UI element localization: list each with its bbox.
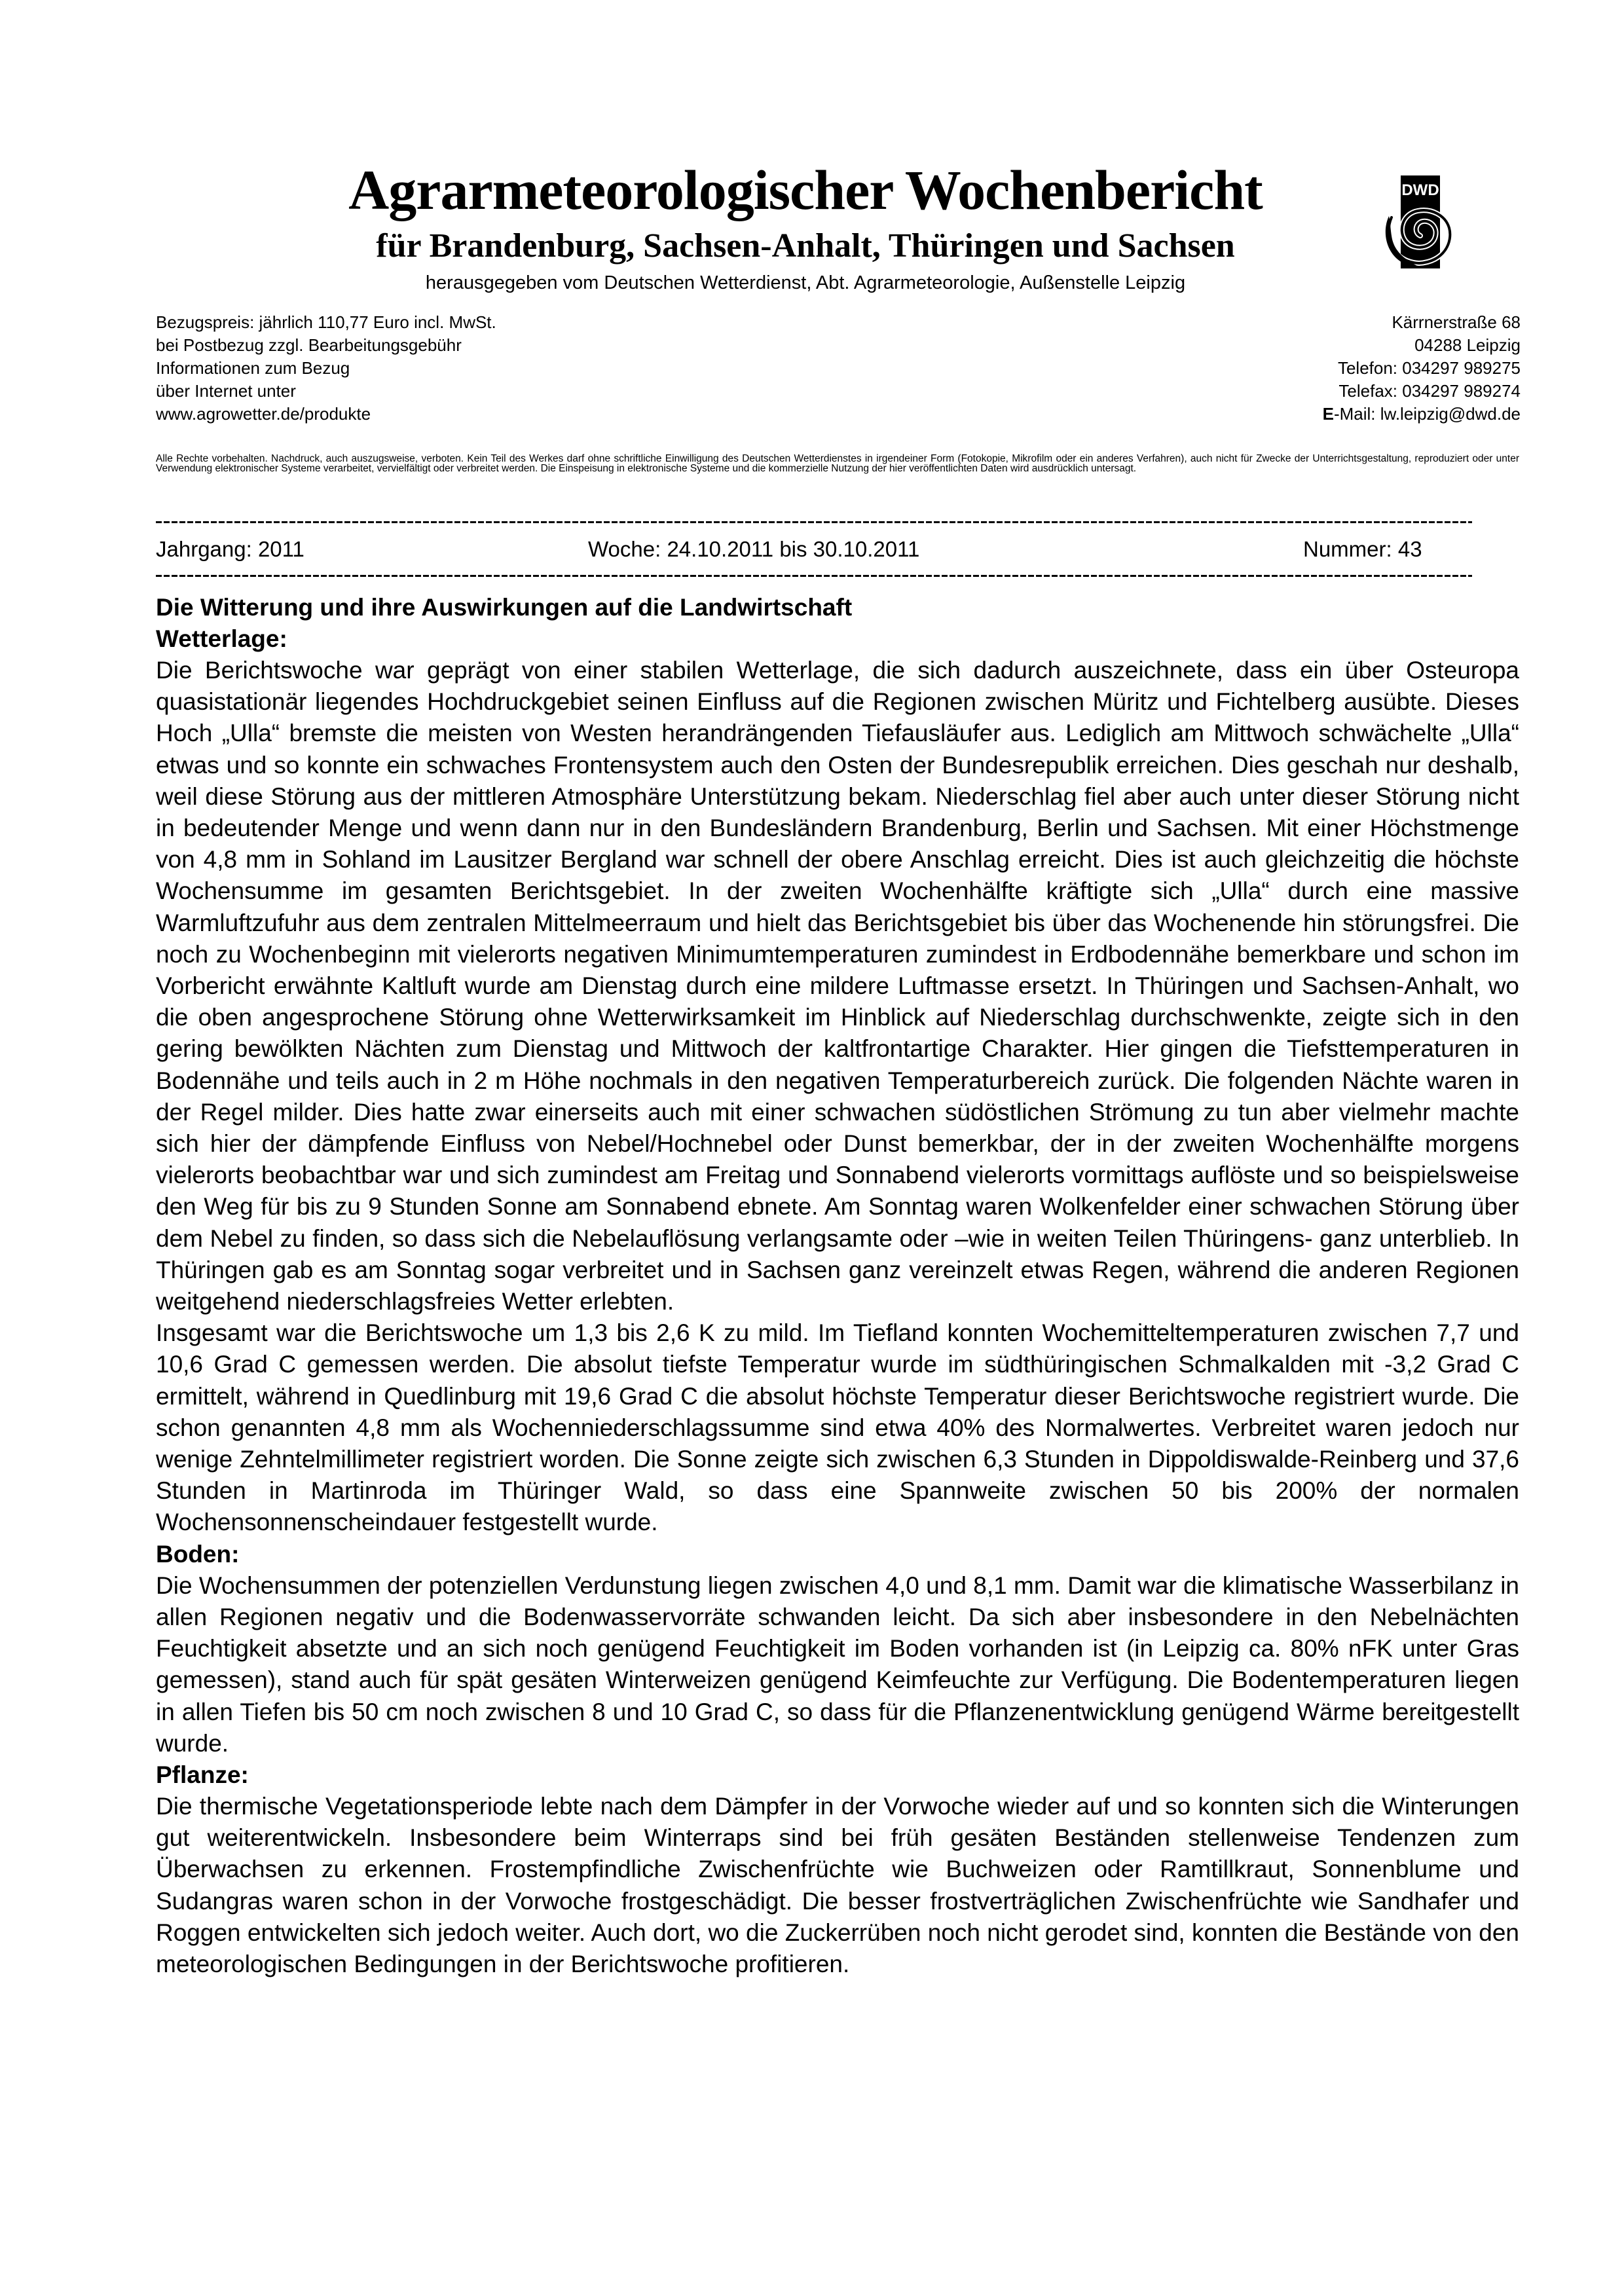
email-prefix: E — [1322, 404, 1334, 424]
main-heading: Die Witterung und ihre Auswirkungen auf die Landwirtschaft — [156, 594, 853, 621]
contact-info — [1323, 311, 1521, 426]
subscription-price: Bezugspreis: jährlich 110,77 Euro incl. MwSt. — [156, 312, 496, 332]
masthead — [249, 157, 1362, 296]
paragraph-pflanze: Die thermische Vegetationsperiode lebte nach dem Dämpfer in der Vorwoche wieder auf und so konnten sich die Winterungen gut weiterentwickeln. Insbesondere beim Winterraps sind bei früh gesäten Beständen stellenweise Tendenzen zum Überwachsen zu erkennen. Frostempfindliche Zwischenfrüchte wie Buchweizen oder Ramtillkraut, Sonnenblume und Sudangras waren schon in der Vorwoche frostgeschädigt. Die besser frostverträglichen Zwischenfrüchte wie Sandhafer und Roggen entwickelten sich jedoch weiter. Auch dort, wo die Zuckerrüben noch nicht gerodet sind, konnten die Bestände von den meteorologischen Bedingungen in der Berichtswoche profitieren. — [156, 1792, 1519, 1977]
issue-week-range: Woche: 24.10.2011 bis 30.10.2011 — [588, 537, 920, 561]
report-body — [156, 592, 1519, 1980]
email-address: -Mail: lw.leipzig@dwd.de — [1333, 404, 1521, 424]
subscription-internet-label: über Internet unter — [156, 381, 296, 401]
dwd-logo-icon — [1372, 170, 1464, 268]
issue-number: Nummer: 43 — [1303, 537, 1422, 561]
publisher-line: herausgegeben vom Deutschen Wetterdienst, Abt. Agrarmeteorologie, Außenstelle Leipzig — [425, 272, 1186, 293]
dashed-divider-top — [156, 521, 1472, 523]
contact-city: 04288 Leipzig — [1414, 335, 1521, 355]
dashed-divider-bottom — [156, 575, 1472, 577]
svg-text:DWD: DWD — [1401, 181, 1439, 199]
contact-street: Kärrnerstraße 68 — [1392, 312, 1521, 332]
contact-phone: Telefon: 034297 989275 — [1337, 358, 1521, 378]
paragraph-boden: Die Wochensummen der potenziellen Verdunstung liegen zwischen 4,0 und 8,1 mm. Damit war die klimatische Wasserbilanz in allen Regionen negativ und die Bodenwasservorräte schwanden leicht. Da sich aber insbesondere in den Nebelnächten Feuchtigkeit absetzte und an sich noch genügend Feuchtigkeit im Boden vorhanden ist (in Leipzig ca. 80% nFK unter Gras gemessen), stand auch für spät gesäten Winterweizen genügend Keimfeuchte zur Verfügung. Die Bodentemperaturen liegen in allen Tiefen bis 50 cm noch zwischen 8 und 10 Grad C, so dass für die Pflanzenentwicklung genügend Wärme bereitgestellt wurde. — [156, 1571, 1519, 1757]
contact-fax: Telefax: 034297 989274 — [1338, 381, 1521, 401]
subscription-postal-fee: bei Postbezug zzgl. Bearbeitungsgebühr — [156, 335, 462, 355]
subscription-info — [156, 311, 496, 426]
subscription-info-label: Informationen zum Bezug — [156, 358, 350, 378]
section-heading-wetterlage: Wetterlage: — [156, 625, 287, 652]
subscription-url-link[interactable]: www.agrowetter.de/produkte — [156, 404, 371, 424]
rights-notice: Alle Rechte vorbehalten. Nachdruck, auch auszugsweise, verboten. Kein Teil des Werkes darf ohne schriftliche Einwilligung des Deutschen Wetterdienstes in irgendeiner Form (Fotokopie, Mikrofilm oder ein anderes Verfahren), auch nicht für Zwecke der Unterrichtsgestaltung, reproduziert oder unter Verwendung elektronischer Systeme verarbeitet, vervielfältigt oder verbreitet werden. Die Einspeisung in elektronische Systeme und die kommerzielle Nutzung der hier veröffentlichten Daten wird ausdrücklich untersagt. — [156, 453, 1519, 474]
section-heading-boden: Boden: — [156, 1540, 240, 1568]
paragraph-wetterlage-1: Die Berichtswoche war geprägt von einer stabilen Wetterlage, die sich dadurch auszeichnete, dass ein über Osteuropa quasistationär liegendes Hochdruckgebiet seinen Einfluss auf die Regionen zwischen Müritz und Fichtelberg ausübte. Dieses Hoch „Ulla“ bremste die meisten von Westen herandrängenden Tiefausläufer aus. Lediglich am Mittwoch schwächelte „Ulla“ etwas und so konnte ein schwaches Frontensystem auch den Osten der Bundesrepublik erreichen. Dies geschah nur deshalb, weil diese Störung aus der mittleren Atmosphäre Unterstützung bekam. Niederschlag fiel aber auch unter dieser Störung nicht in bedeutender Menge und wenn dann nur in den Bundesländern Brandenburg, Berlin und Sachsen. Mit einer Höchstmenge von 4,8 mm in Sohland im Lausitzer Bergland war schnell der obere Anschlag erreicht. Dies ist auch gleichzeitig die höchste Wochensumme im gesamten Berichtsgebiet. In der zweiten Wochenhälfte kräftigte sich „Ulla“ durch eine massive Warmluftzufuhr aus dem zentralen Mittelmeerraum und hielt das Berichtsgebiet bis über das Wochenende hin störungsfrei. Die noch zu Wochenbeginn mit vielerorts negativen Minimumtemperaturen zumindest in Erdbodennähe bemerkbare und schon im Vorbericht erwähnte Kaltluft wurde am Dienstag durch eine mildere Luftmasse ersetzt. In Thüringen und Sachsen-Anhalt, wo die oben angesprochene Störung ohne Wetterwirksamkeit im Hinblick auf Niederschlag durchschwenkte, zeigte sich in den gering bewölkten Nächten zum Dienstag und Mittwoch der kaltfrontartige Charakter. Hier gingen die Tiefsttemperaturen in Bodennähe und teils auch in 2 m Höhe nochmals in den negativen Temperaturbereich zurück. Die folgenden Nächte waren in der Regel milder. Dies hatte zwar einerseits auch mit einer schwachen südöstlichen Strömung zu tun aber vielmehr machte sich hier der dämpfende Einfluss von Nebel/Hochnebel oder Dunst bemerkbar, der in der zweiten Wochenhälfte morgens vielerorts beobachtbar war und sich zumindest am Freitag und Sonnabend vielerorts vormittags auflöste und so beispielsweise den Weg für bis zu 9 Stunden Sonne am Sonnabend ebnete. Am Sonntag waren Wolkenfelder einer schwachen Störung über dem Nebel zu finden, so dass sich die Nebelauflösung verlangsamte oder –wie in weiten Teilen Thüringens- ganz unterblieb. In Thüringen gab es am Sonntag sogar verbreitet und in Sachsen ganz vereinzelt etwas Regen, während die anderen Regionen weitgehend niederschlagsfreies Wetter erlebten. — [156, 657, 1519, 1315]
report-subtitle: für Brandenburg, Sachsen-Anhalt, Thüringen und Sachsen — [376, 227, 1235, 265]
issue-meta — [156, 535, 1472, 564]
paragraph-wetterlage-2: Insgesamt war die Berichtswoche um 1,3 bis 2,6 K zu mild. Im Tiefland konnten Wochemitteltemperaturen zwischen 7,7 und 10,6 Grad C gemessen werden. Die absolut tiefste Temperatur wurde im südthüringischen Schmalkalden mit -3,2 Grad C ermittelt, während in Quedlinburg mit 19,6 Grad C die absolut höchste Temperatur dieser Berichtswoche registriert wurde. Die schon genannten 4,8 mm als Wochenniederschlagssumme sind etwa 40% des Normalwertes. Verbreitet waren jedoch nur wenige Zehntelmillimeter registriert worden. Die Sonne zeigte sich zwischen 6,3 Stunden in Dippoldiswalde-Reinberg und 37,6 Stunden in Martinroda im Thüringer Wald, so dass eine Spannweite zwischen 50 bis 200% der normalen Wochensonnenscheindauer festgestellt wurde. — [156, 1319, 1519, 1536]
contact-email-link[interactable] — [1323, 403, 1521, 426]
section-heading-pflanze: Pflanze: — [156, 1761, 249, 1788]
report-title: Agrarmeteorologischer Wochenbericht — [348, 158, 1263, 221]
issue-year: Jahrgang: 2011 — [156, 537, 304, 561]
